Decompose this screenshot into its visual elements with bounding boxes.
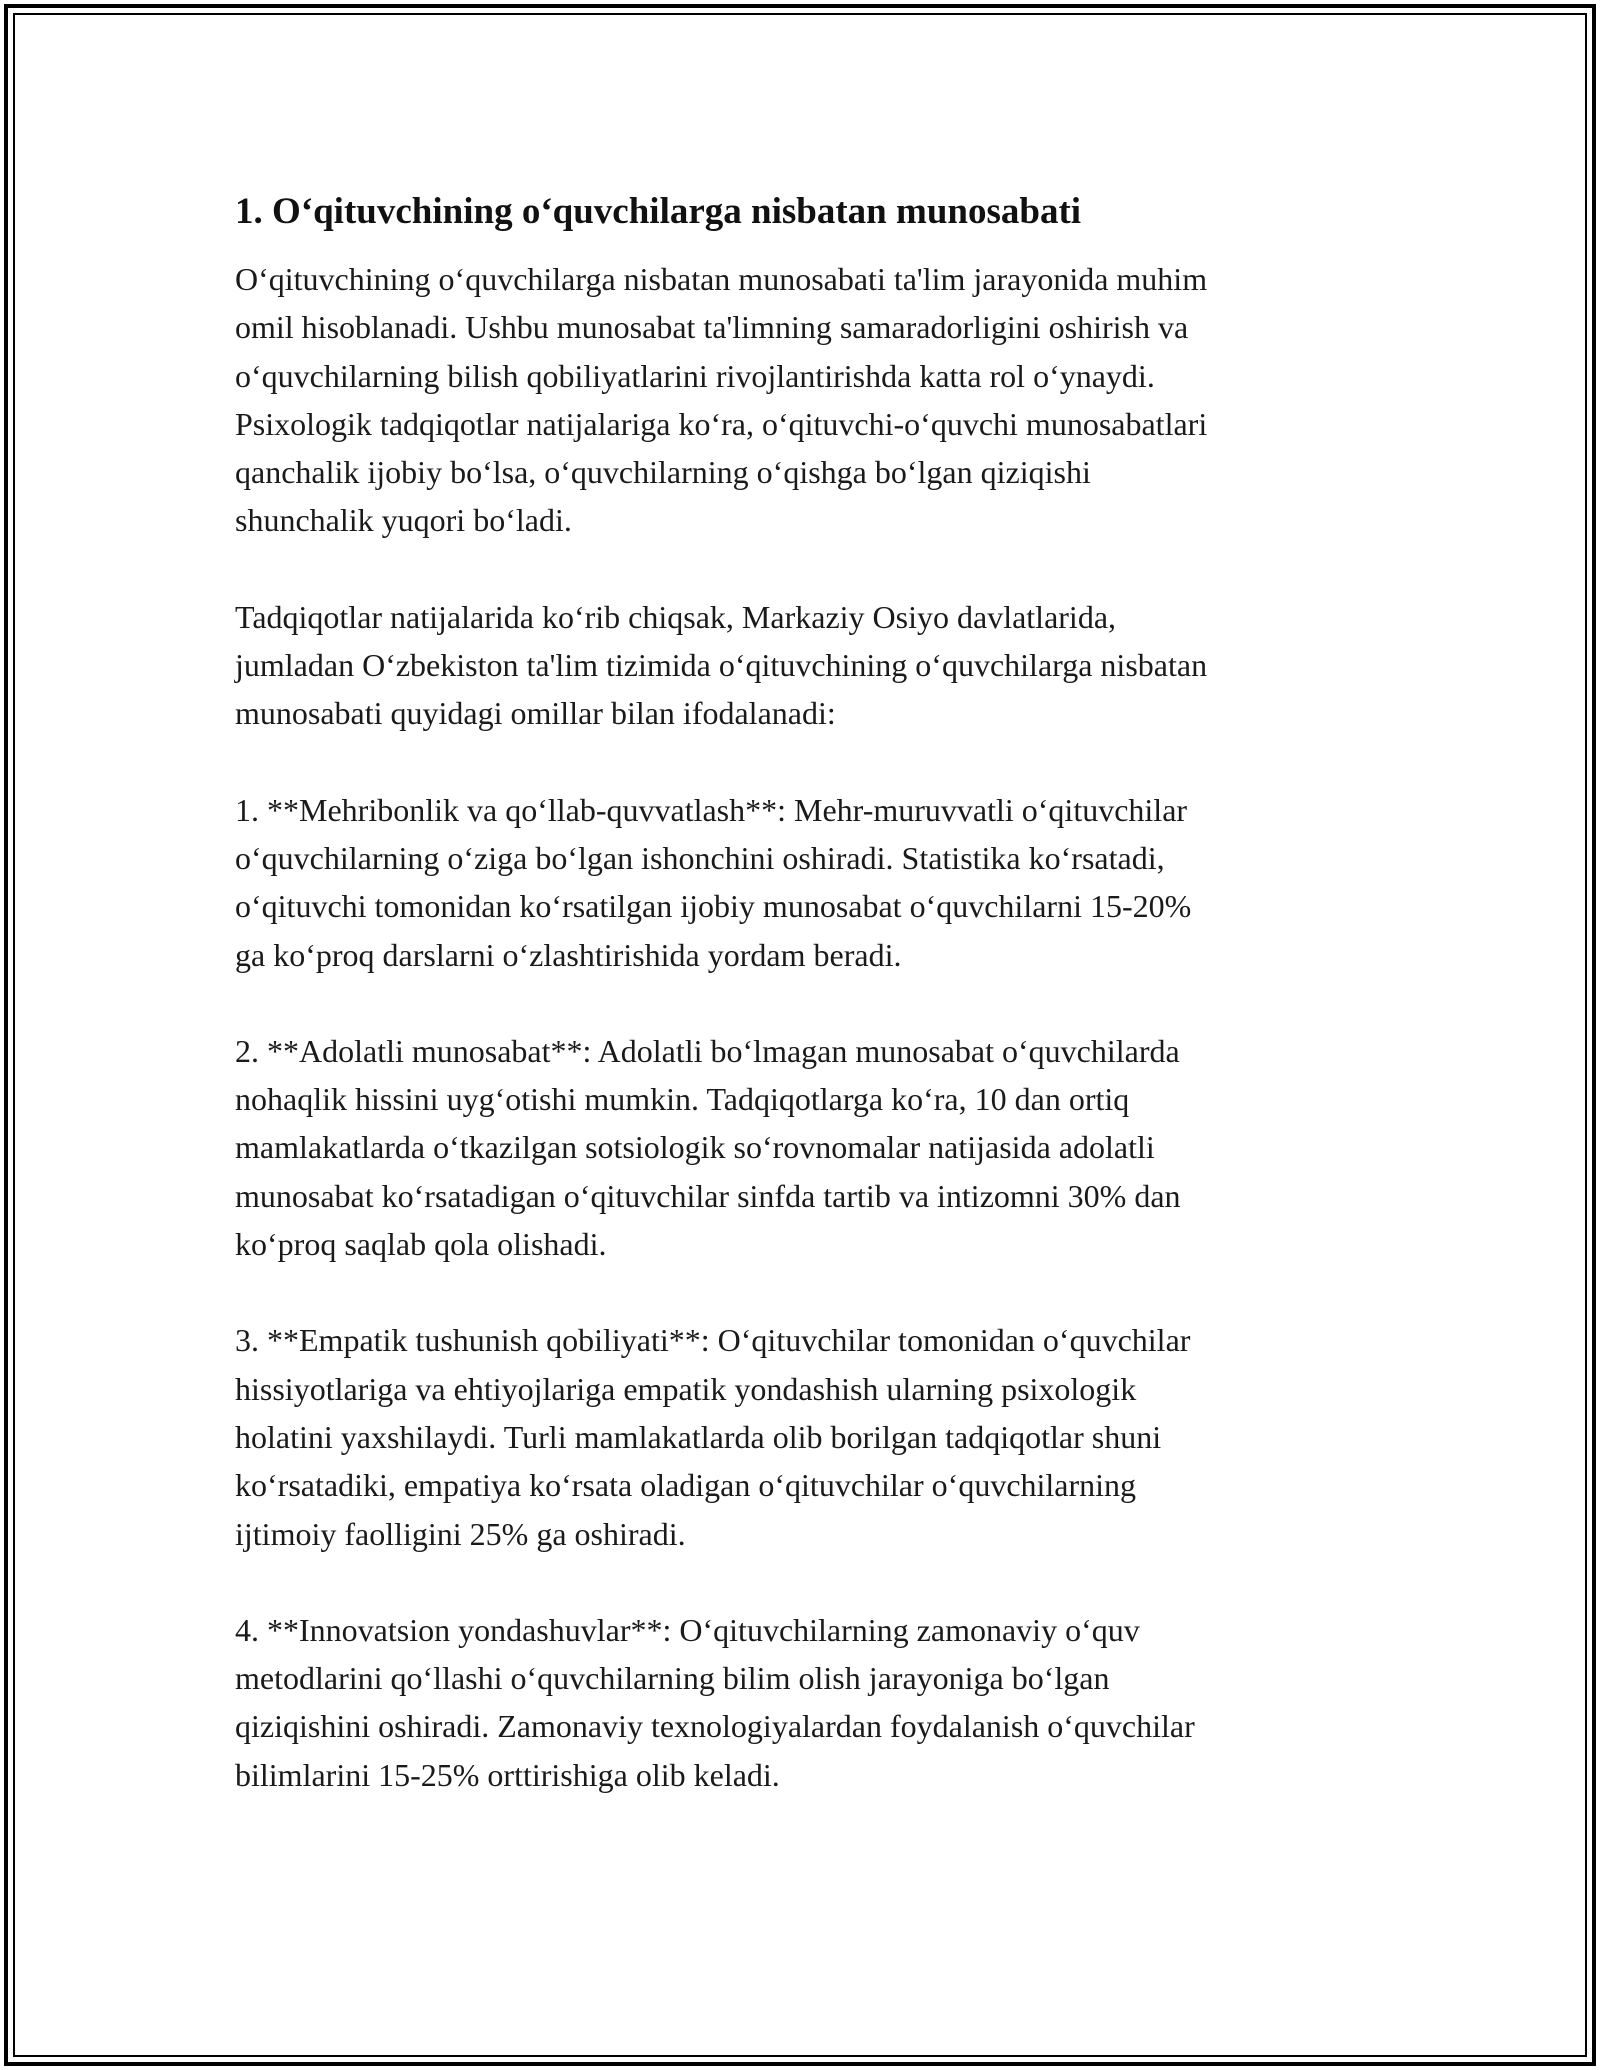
list-item-2: 2. **Adolatli munosabat**: Adolatli bo‘lmagan munosabat o‘quvchilarda nohaqlik hissini uyg‘otishi mumkin. Tadqiqotlarga ko‘ra, 10 dan ortiq mamlakatlarda o‘tkazilgan sotsiologik so‘rovnomalar natijasida adolatli munosabat ko‘rsatadigan o‘qituvchilar sinfda tartib va intizomni 30% dan ko‘proq saqlab qola olishadi. [235,1032,1181,1263]
list-item-3: 3. **Empatik tushunish qobiliyati**: O‘qituvchilar tomonidan o‘quvchilar hissiyotlariga va ehtiyojlariga empatik yondashish ularning psixologik holatini yaxshilaydi. Turli mamlakatlarda olib borilgan tadqiqotlar shuni ko‘rsatadiki, empatiya ko‘rsata oladigan o‘qituvchilar o‘quvchilarning ijtimoiy faolligini 25% ga oshiradi. [235,1322,1191,1552]
section-heading: 1. O‘qituvchining o‘quvchilarga nisbatan munosabati [235,191,1082,232]
paragraph-intro: O‘qituvchining o‘quvchilarga nisbatan munosabati ta'lim jarayonida muhim omil hisoblanadi. Ushbu munosabat ta'limning samaradorligini oshirish va o‘quvchilarning bilish qobiliyatlarini rivojlantirishda katta rol o‘ynaydi. Psixologik tadqiqotlar natijalariga ko‘ra, o‘qituvchi-o‘quvchi munosabatlari qanchalik ijobiy bo‘lsa, o‘quvchilarning o‘qishga bo‘lgan qiziqishi shunchalik yuqori bo‘ladi. [235,261,1208,539]
document-body [235,188,1365,1847]
list-item-1: 1. **Mehribonlik va qo‘llab-quvvatlash**: Mehr-muruvvatli o‘qituvchilar o‘quvchilarning o‘ziga bo‘lgan ishonchini oshiradi. Statistika ko‘rsatadi, o‘qituvchi tomonidan ko‘rsatilgan ijobiy munosabat o‘quvchilarni 15-20% ga ko‘proq darslarni o‘zlashtirishida yordam beradi. [235,791,1192,973]
paragraph-overview: Tadqiqotlar natijalarida ko‘rib chiqsak, Markaziy Osiyo davlatlarida, jumladan O‘zbekiston ta'lim tizimida o‘qituvchining o‘quvchilarga nisbatan munosabati quyidagi omillar bilan ifodalanadi: [235,598,1208,732]
list-item-4: 4. **Innovatsion yondashuvlar**: O‘qituvchilarning zamonaviy o‘quv metodlarini qo‘llashi o‘quvchilarning bilim olish jarayoniga bo‘lgan qiziqishini oshiradi. Zamonaviy texnologiyalardan foydalanish o‘quvchilar bilimlarini 15-25% orttirishiga olib keladi. [235,1611,1195,1793]
